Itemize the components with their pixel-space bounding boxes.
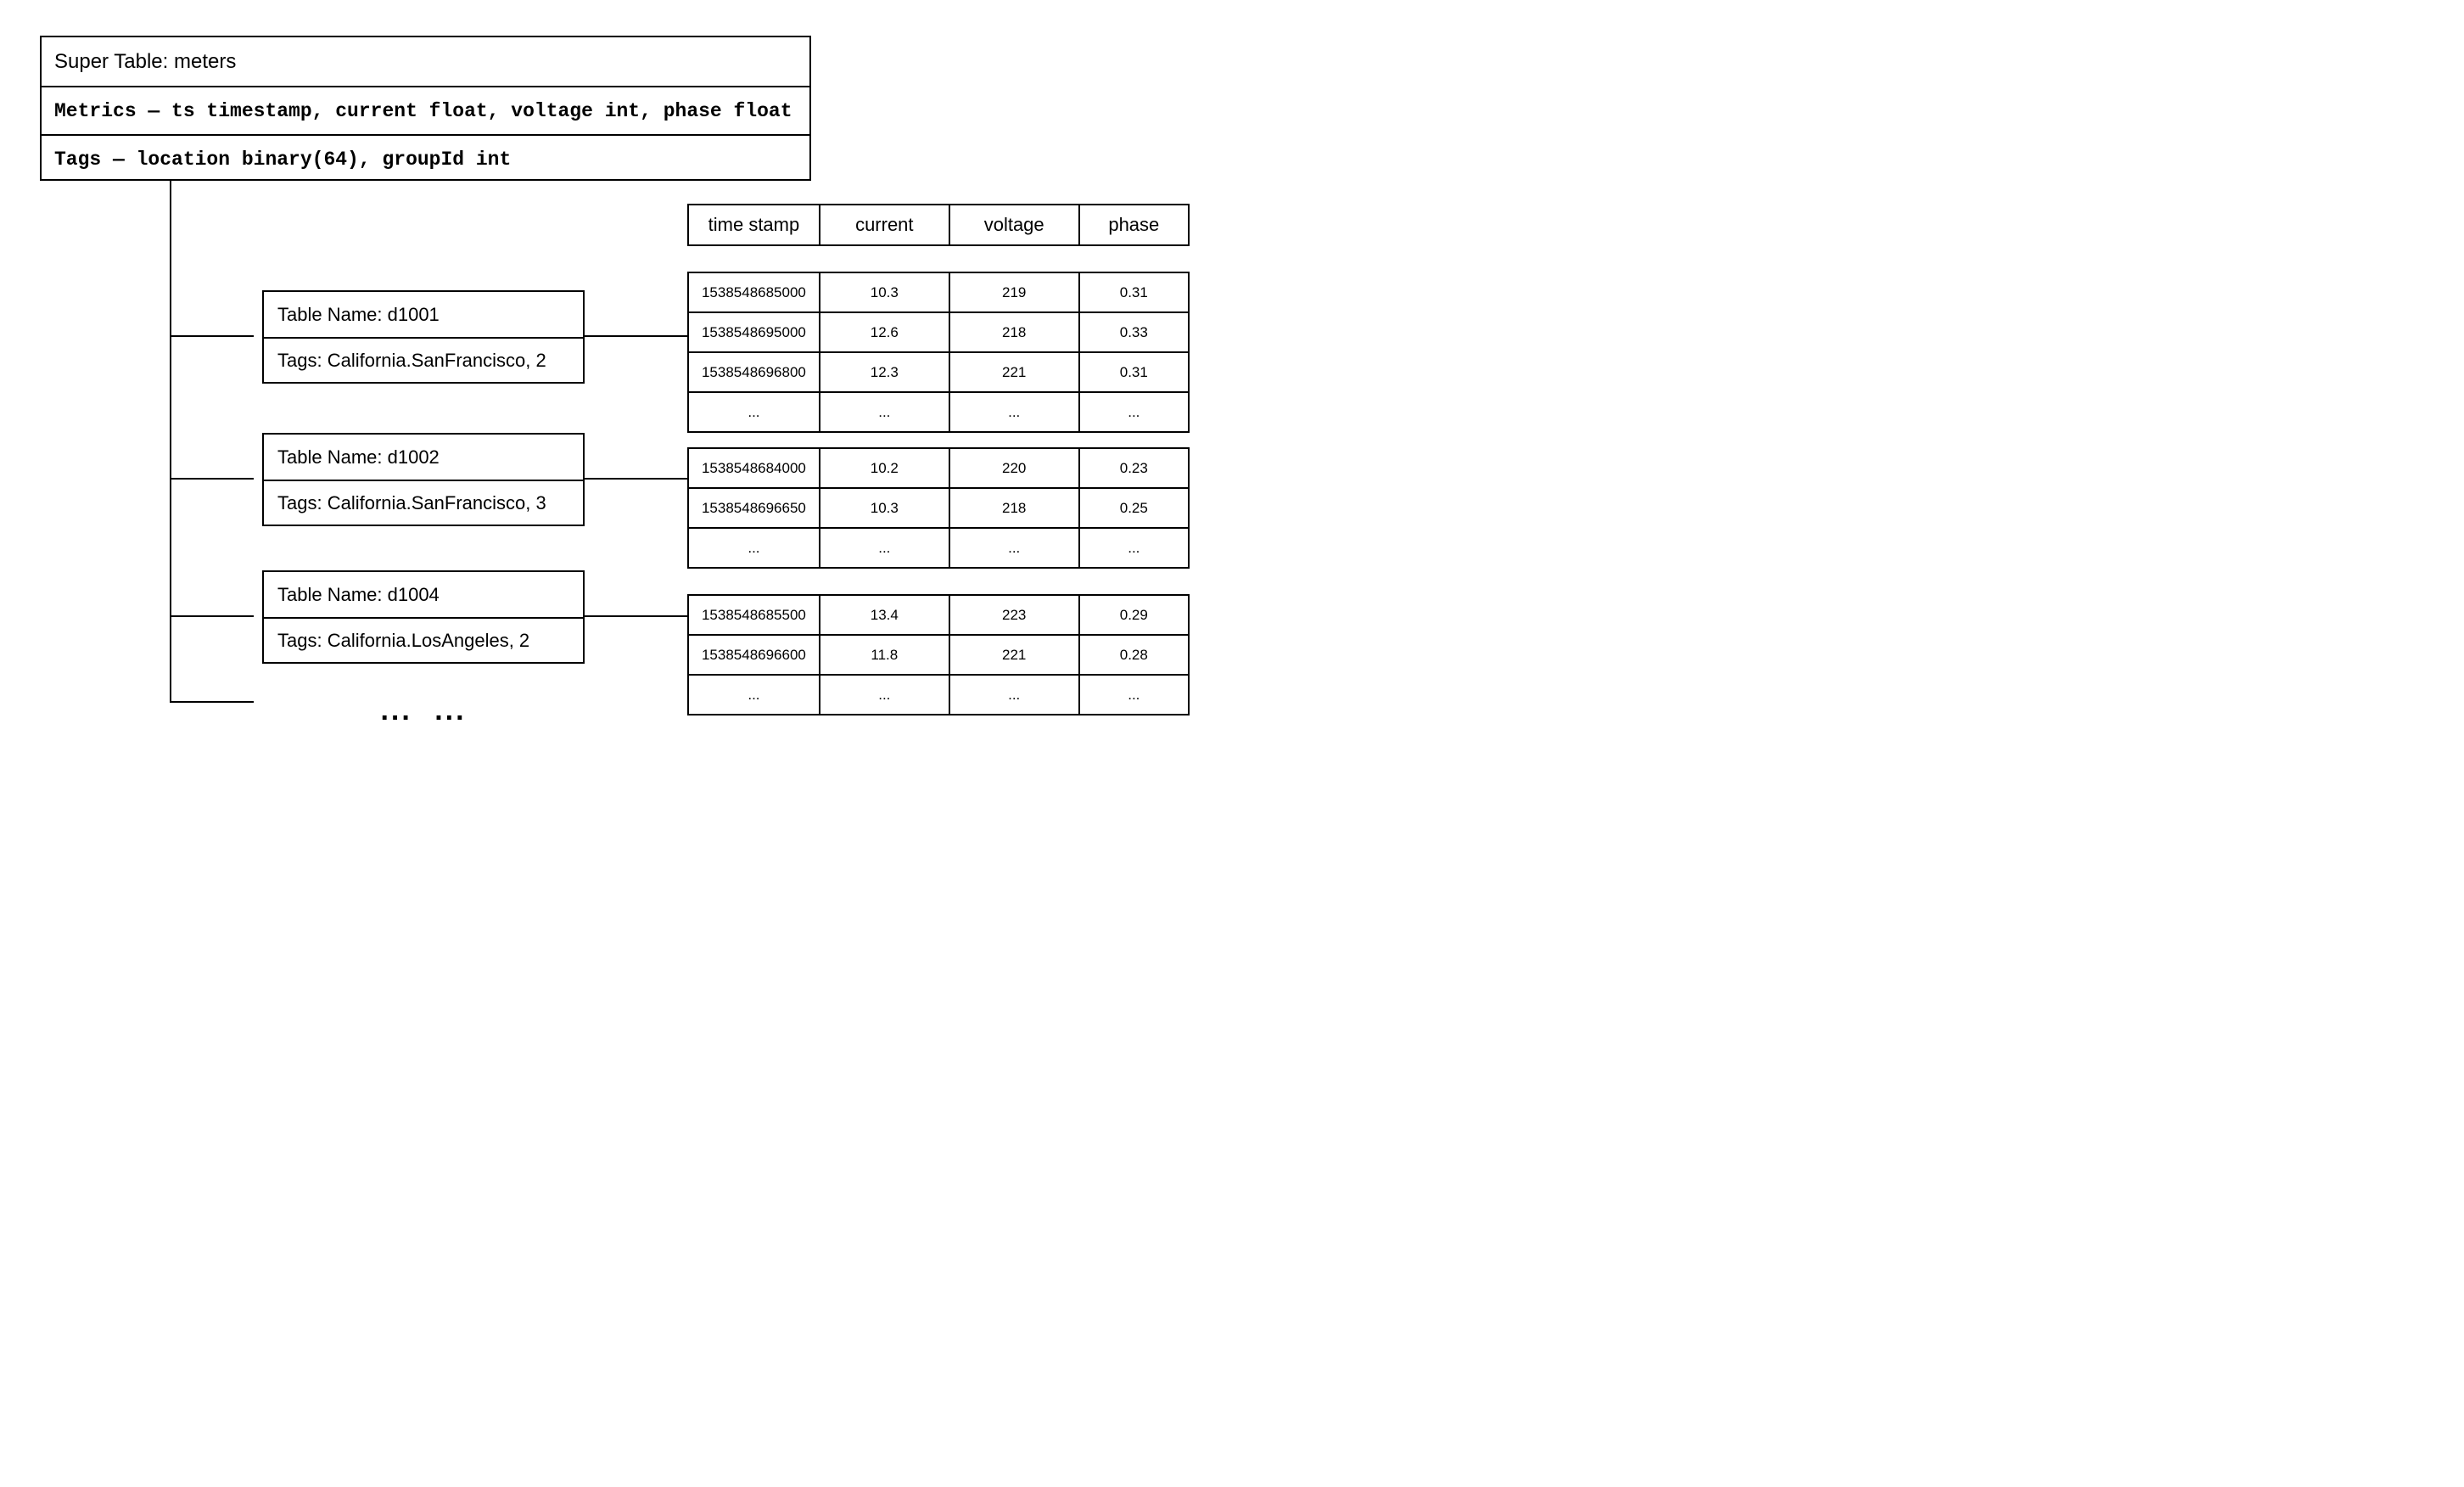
column-header-phase: phase — [1078, 205, 1188, 244]
data-table-d1002 — [687, 447, 1190, 569]
table-cell: ... — [819, 393, 949, 431]
column-header-table — [687, 204, 1190, 246]
table-cell: 1538548684000 — [701, 459, 806, 476]
connector-branch-right-d1004 — [585, 615, 687, 617]
table-row — [689, 273, 1188, 311]
table-cell: 0.23 — [1078, 449, 1188, 487]
table-cell: ... — [1078, 676, 1188, 714]
schema-diagram — [0, 0, 1232, 744]
subtable-name: Table Name: d1001 — [277, 303, 440, 325]
table-cell: 1538548696650 — [701, 499, 806, 516]
header-row — [689, 205, 1188, 244]
table-cell: 1538548696800 — [701, 363, 806, 380]
supertable-tags: Tags — location binary(64), groupId int — [42, 134, 809, 182]
table-cell: 12.3 — [819, 353, 949, 391]
table-cell: 13.4 — [819, 596, 949, 634]
table-cell: 0.33 — [1078, 313, 1188, 351]
table-row — [689, 311, 1188, 351]
table-cell: 0.29 — [1078, 596, 1188, 634]
table-row — [689, 674, 1188, 714]
table-cell: 1538548696600 — [701, 646, 806, 663]
table-cell: 219 — [949, 273, 1078, 311]
table-cell: ... — [1078, 393, 1188, 431]
table-cell: ... — [748, 539, 760, 556]
table-row — [689, 391, 1188, 431]
table-cell: ... — [748, 403, 760, 420]
table-cell: 1538548695000 — [701, 323, 806, 340]
table-cell: ... — [949, 676, 1078, 714]
subtable-tags: Tags: California.LosAngeles, 2 — [264, 617, 583, 662]
table-cell: 0.25 — [1078, 489, 1188, 527]
table-cell: ... — [1078, 529, 1188, 567]
subtable-box-d1002 — [262, 433, 585, 526]
table-row — [689, 449, 1188, 487]
table-cell: 218 — [949, 313, 1078, 351]
table-cell: 1538548685000 — [701, 283, 806, 300]
data-table-d1001 — [687, 272, 1190, 433]
table-cell: 221 — [949, 636, 1078, 674]
table-cell: ... — [949, 529, 1078, 567]
table-row — [689, 527, 1188, 567]
connector-elbow-bottom — [171, 701, 254, 703]
connector-branch-right-d1001 — [585, 335, 687, 337]
subtable-tags: Tags: California.SanFrancisco, 2 — [264, 337, 583, 382]
table-cell: 0.31 — [1078, 273, 1188, 311]
more-tables-ellipsis: ... ... — [380, 694, 467, 727]
subtable-name: Table Name: d1004 — [277, 583, 440, 605]
table-cell: ... — [748, 686, 760, 703]
subtable-box-d1004 — [262, 570, 585, 664]
table-cell: ... — [819, 676, 949, 714]
data-table-d1004 — [687, 594, 1190, 715]
connector-branch-left-d1004 — [171, 615, 254, 617]
connector-trunk-line — [170, 181, 171, 703]
table-cell: 220 — [949, 449, 1078, 487]
table-cell: 11.8 — [819, 636, 949, 674]
table-cell: 221 — [949, 353, 1078, 391]
table-cell: 10.2 — [819, 449, 949, 487]
table-cell: 218 — [949, 489, 1078, 527]
connector-branch-left-d1002 — [171, 478, 254, 480]
table-cell: 0.28 — [1078, 636, 1188, 674]
table-row — [689, 487, 1188, 527]
table-row — [689, 351, 1188, 391]
supertable-title: Super Table: meters — [54, 49, 237, 73]
supertable-metrics: Metrics — ts timestamp, current float, voltage int, phase float — [42, 86, 809, 134]
connector-branch-left-d1001 — [171, 335, 254, 337]
connector-branch-right-d1002 — [585, 478, 687, 480]
table-cell: ... — [949, 393, 1078, 431]
table-cell: 10.3 — [819, 489, 949, 527]
table-cell: 10.3 — [819, 273, 949, 311]
table-cell: 12.6 — [819, 313, 949, 351]
table-cell: 0.31 — [1078, 353, 1188, 391]
table-row — [689, 634, 1188, 674]
subtable-tags: Tags: California.SanFrancisco, 3 — [264, 480, 583, 525]
table-cell: 223 — [949, 596, 1078, 634]
subtable-box-d1001 — [262, 290, 585, 384]
column-header-voltage: voltage — [949, 205, 1078, 244]
table-row — [689, 596, 1188, 634]
supertable-box — [40, 36, 811, 181]
table-cell: 1538548685500 — [701, 606, 806, 623]
column-header-timestamp: time stamp — [708, 214, 800, 235]
subtable-name: Table Name: d1002 — [277, 446, 440, 468]
table-cell: ... — [819, 529, 949, 567]
column-header-current: current — [819, 205, 949, 244]
